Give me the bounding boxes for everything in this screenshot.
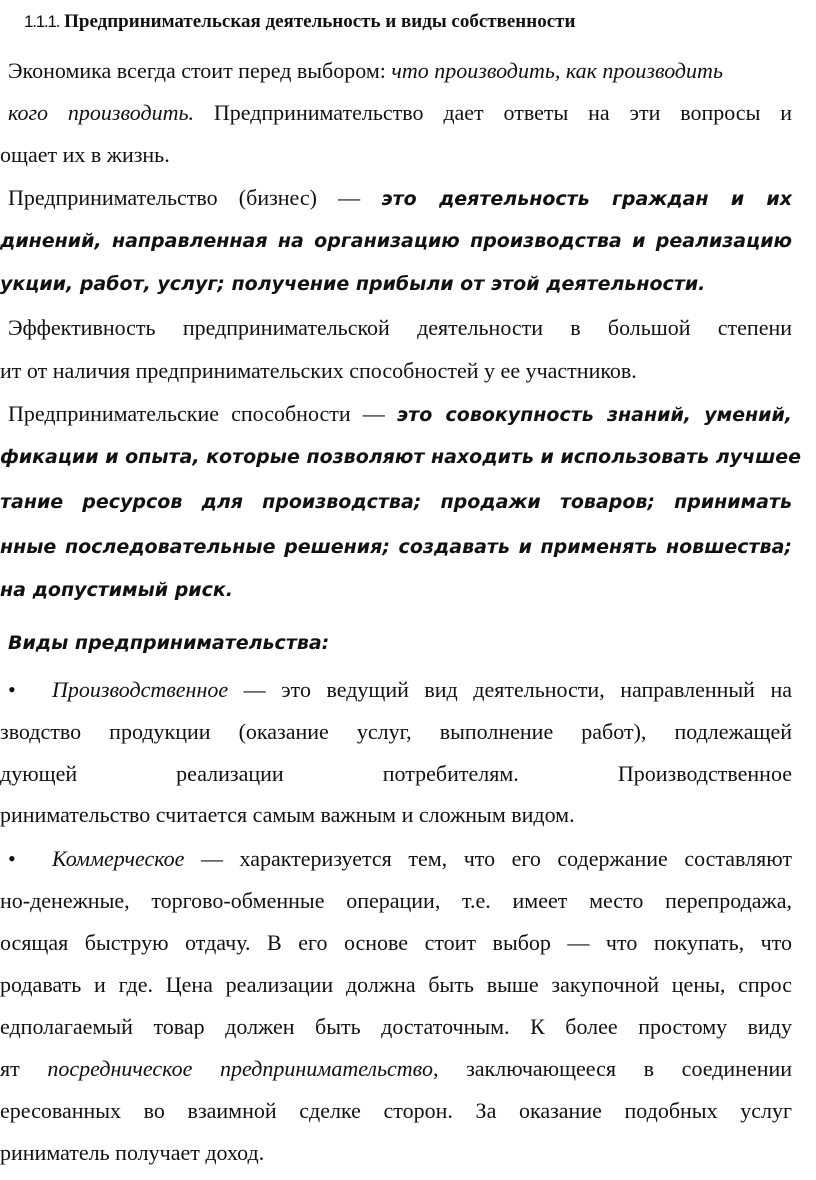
p4-definition: это совокупность знаний, умений, [396, 404, 792, 426]
p1-line-2 [8, 99, 792, 127]
bullet-icon: • [8, 677, 16, 702]
p2-definition: это деятельность граждан и их [381, 188, 792, 210]
p2-line-1 [8, 184, 792, 213]
b1-line-2: зводство продукции (оказание услуг, выполнение работ), подлежащей [0, 719, 792, 744]
p1-line-1 [8, 57, 792, 85]
b2-line-5: едполагаемый товар должен быть достаточным. К более простому виду [0, 1014, 792, 1039]
b2-line-7: ересованных во взаимной сделке сторон. За оказание подобных услуг [0, 1098, 792, 1123]
p4-line-3: тание ресурсов для производства; продажи товаров; принимать [0, 491, 792, 513]
p1-text: Экономика всегда стоит перед выбором: [8, 58, 392, 83]
p3-line-1: Эффективность предпринимательской деятельности в большой степени [8, 315, 792, 340]
b2-line-1 [8, 845, 792, 873]
p1-line-3: ощает их в жизнь. [0, 142, 170, 167]
b2-text: — характеризуется тем, что его содержание составляют [184, 846, 792, 871]
p1-italic-questions: что производить, как производить [391, 58, 723, 83]
p4-line-5: на допустимый риск. [0, 579, 233, 601]
b2-text: ят [0, 1056, 48, 1081]
p2-line-3: укции, работ, услуг; получение прибыли от этой деятельности. [0, 273, 706, 295]
b2-term: Коммерческое [52, 846, 185, 871]
p4-line-1 [8, 400, 792, 429]
p3-line-2: ит от наличия предпринимательских способностей у ее участников. [0, 358, 637, 383]
p4-line-4: нные последовательные решения; создавать и применять новшества; [0, 536, 792, 558]
types-heading: Виды предпринимательства: [8, 632, 330, 654]
b1-text: — это ведущий вид деятельности, направленный на [228, 677, 792, 702]
b2-line-3: осящая быструю отдачу. В его основе стоит выбор — что покупать, что [0, 930, 792, 955]
b2-line-2: но-денежные, торгово-обменные операции, т.е. имеет место перепродажа, [0, 888, 792, 913]
p1-text: Предпринимательство дает ответы на эти вопросы и [193, 100, 792, 125]
b2-italic-term: посредническое предпринимательство, [47, 1056, 439, 1081]
b1-line-3: дующей реализации потребителям. Производственное [0, 761, 792, 786]
b1-term: Производственное [52, 677, 229, 702]
p2-line-2: динений, направленная на организацию производства и реализацию [0, 230, 792, 252]
b2-line-4: родавать и где. Цена реализации должна быть выше закупочной цены, спрос [0, 972, 792, 997]
p4-line-2: фикации и опыта, которые позволяют находить и использовать лучшее [0, 446, 802, 468]
p2-text: Предпринимательство (бизнес) — [8, 185, 382, 210]
b1-line-4: ринимательство считается самым важным и сложным видом. [0, 802, 575, 827]
p4-text: Предпринимательские способности — [8, 401, 397, 426]
section-heading [24, 8, 784, 36]
bullet-icon: • [8, 846, 16, 871]
b1-line-1 [8, 676, 792, 704]
b2-line-6 [0, 1055, 792, 1083]
b2-line-8: риниматель получает доход. [0, 1140, 265, 1165]
p1-italic-question-end: кого производить. [8, 100, 194, 125]
b2-text: заключающееся в соединении [438, 1056, 793, 1081]
section-title: Предпринимательская деятельность и виды собственности [64, 11, 576, 32]
section-number: 1.1.1. [24, 12, 60, 31]
